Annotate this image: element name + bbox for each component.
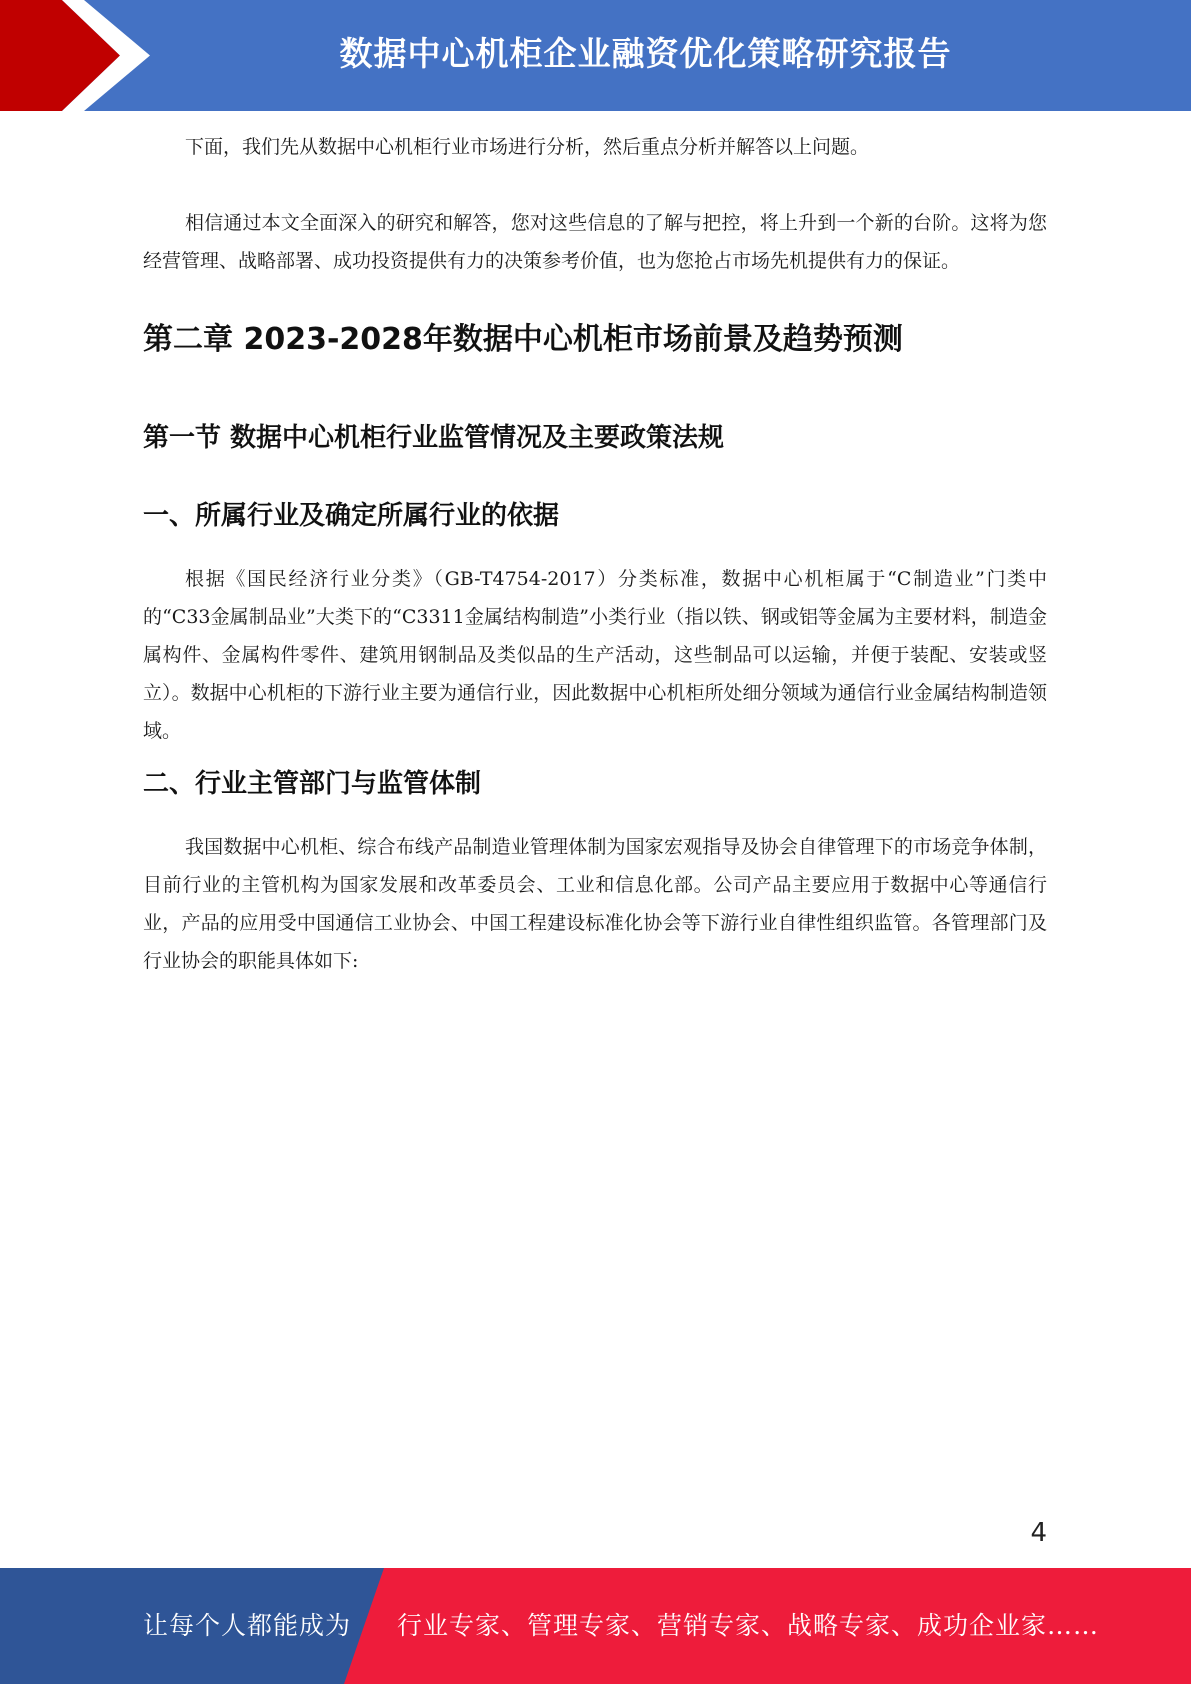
header-arrow-decoration	[0, 0, 160, 111]
document-body	[143, 128, 1047, 980]
subsection-title-regulation: 二、行业主管部门与监管体制	[143, 769, 482, 799]
footer-banner	[0, 1568, 1191, 1684]
footer-slogan-left: 让每个人都能成为	[143, 1611, 352, 1640]
paragraph-intro: 下面，我们先从数据中心机柜行业市场进行分析，然后重点分析并解答以上问题。	[185, 136, 870, 158]
chapter-title: 第二章 2023-2028年数据中心机柜市场前景及趋势预测	[143, 322, 903, 357]
paragraph-value: 相信通过本文全面深入的研究和解答，您对这些信息的了解与把控，将上升到一个新的台阶。这将为您经营管理、战略部署、成功投资提供有力的决策参考价值，也为您抢占市场先机提供有力的保证。	[143, 212, 1047, 272]
subsection-title-industry-basis: 一、所属行业及确定所属行业的依据	[143, 501, 560, 531]
footer-slogan-right: 行业专家、管理专家、营销专家、战略专家、成功企业家……	[397, 1611, 1100, 1640]
page-number: 4	[1030, 1518, 1047, 1548]
paragraph-regulation-system: 我国数据中心机柜、综合布线产品制造业管理体制为国家宏观指导及协会自律管理下的市场竞争体制，目前行业的主管机构为国家发展和改革委员会、工业和信息化部。公司产品主要应用于数据中心等通信行业，产品的应用受中国通信工业协会、中国工程建设标准化协会等下游行业自律性组织监管。各管理部门及行业协会的职能具体如下:	[143, 836, 1047, 972]
report-title: 数据中心机柜企业融资优化策略研究报告	[339, 34, 952, 73]
section-title: 第一节 数据中心机柜行业监管情况及主要政策法规	[143, 423, 725, 453]
paragraph-industry-classification: 根据《国民经济行业分类》（GB-T4754-2017）分类标准，数据中心机柜属于“C制造业”门类中的“C33金属制品业”大类下的“C3311金属结构制造”小类行业（指以铁、钢或铝等金属为主要材料，制造金属构件、金属构件零件、建筑用钢制品及类似品的生产活动，这些制品可以运输，并便于装配、安装或竖立）。数据中心机柜的下游行业主要为通信行业，因此数据中心机柜所处细分领域为通信行业金属结构制造领域。	[143, 568, 1047, 742]
header-banner	[0, 0, 1191, 111]
